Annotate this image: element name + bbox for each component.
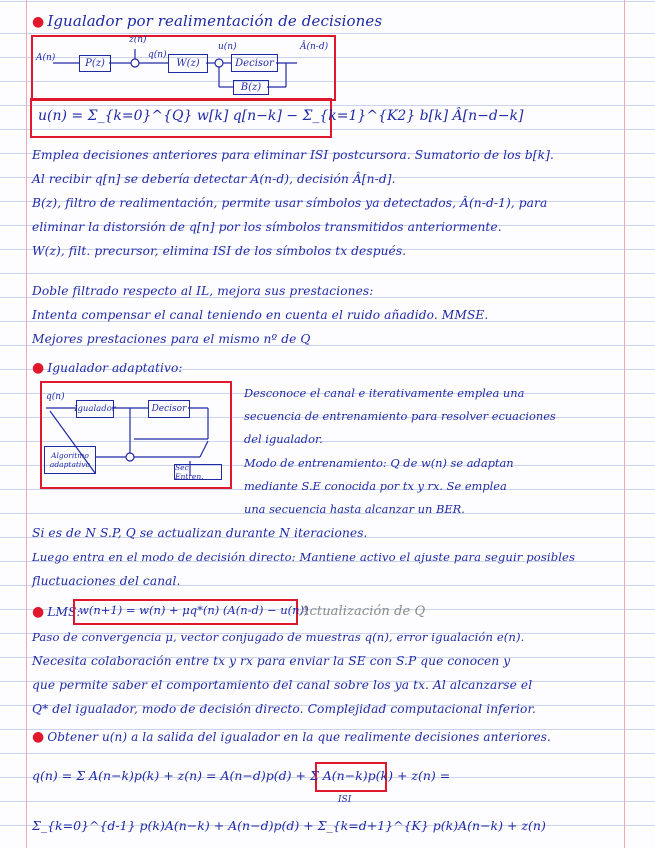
note-line-2: Al recibir q[n] se debería detectar A(n-d), decisión Â[n-d]. (32, 172, 396, 186)
section-heading-adaptive: ● Igualador adaptativo: (32, 360, 183, 376)
margin-line-left (26, 0, 27, 848)
adaptive-desc-2: secuencia de entrenamiento para resolver ecuaciones (244, 409, 556, 423)
dfe-output-label: Â(n-d) (300, 42, 329, 52)
note-line-4: eliminar la distorsión de q[n] por los símbolos transmitidos anteriormente. (32, 220, 502, 234)
dfe-noise-label: z(n) (129, 35, 147, 45)
bullet-icon: ● (32, 729, 45, 745)
dfe-qn-label: q(n) (148, 50, 167, 60)
note-line-6: Doble filtrado respecto al IL, mejora sus prestaciones: (32, 284, 374, 298)
adaptive-note-2: Luego entra en el modo de decisión directo: Mantiene activo el ajuste para seguir posibles (32, 550, 576, 564)
dfe-un-label: u(n) (218, 42, 237, 52)
note-line-8: Mejores prestaciones para el mismo nº de Q (32, 332, 311, 346)
lms-note-line-4: Q* del igualador, modo de decisión directo. Complejidad computacional inferior. (32, 702, 537, 716)
isi-label: ISI (338, 795, 352, 805)
block-algoritmo-adaptativo: Algoritmo adaptativo (44, 446, 96, 474)
adaptive-desc-4: Modo de entrenamiento: Q de w(n) se adaptan (244, 456, 514, 470)
adaptive-note-1: Si es de N S.P, Q se actualizan durante N iteraciones. (32, 526, 368, 540)
adaptive-desc-5: mediante S.E conocida por tx y rx. Se emplea (244, 479, 507, 493)
lms-label: ● LMS: (32, 604, 81, 620)
adaptive-desc-3: del igualador. (244, 432, 323, 446)
final-equation-2: Σ_{k=0}^{d-1} p(k)A(n−k) + A(n−d)p(d) + Σ_{k=d+1}^{K} p(k)A(n−k) + z(n) (32, 818, 546, 833)
lms-note-line-2: Necesita colaboración entre tx y rx para enviar la SE con S.P que conocen y (32, 654, 511, 668)
dfe-input-label: A(n) (36, 53, 56, 63)
block-adaptive-decisor: Decisor (148, 400, 190, 418)
adaptive-note-3: fluctuaciones del canal. (32, 574, 181, 588)
adaptive-input-label: q(n) (46, 392, 65, 402)
margin-line-right (624, 0, 625, 848)
block-decisor: Decisor (231, 54, 278, 72)
block-b-z: B(z) (233, 80, 269, 95)
lms-note-line-1: Paso de convergencia μ, vector conjugado de muestras q(n), error igualación e(n). (32, 630, 525, 644)
block-igualador: Igualador (76, 400, 114, 418)
note-line-3: B(z), filtro de realimentación, permite usar símbolos ya detectados, Â(n-d-1), para (32, 196, 548, 210)
bullet-icon: ● (32, 14, 45, 30)
note-line-7: Intenta compensar el canal teniendo en cuenta el ruido añadido. MMSE. (32, 308, 489, 322)
lms-formula: w(n+1) = w(n) + μq*(n) (A(n-d) − u(n)) (79, 603, 309, 617)
block-sec-entren: Sec. Entren. (174, 464, 222, 480)
block-w-z: W(z) (168, 54, 208, 73)
dfe-equation: u(n) = Σ_{k=0}^{Q} w[k] q[n−k] − Σ_{k=1}^{K2} b[k] Â[n−d−k] (38, 108, 524, 124)
final-equation-1: q(n) = Σ A(n−k)p(k) + z(n) = A(n−d)p(d) + Σ A(n−k)p(k) + z(n) = (32, 768, 451, 783)
lms-note: Actualización de Q (300, 604, 426, 619)
final-heading: ● Obtener u(n) a la salida del igualador en la que realimente decisiones anteriores. (32, 729, 551, 745)
lms-note-line-3: que permite saber el comportamiento del canal sobre los ya tx. Al alcanzarse el (32, 678, 533, 692)
bullet-icon: ● (32, 604, 45, 620)
section-heading-dfe: ● Igualador por realimentación de decisiones (32, 12, 383, 30)
bullet-icon: ● (32, 360, 45, 376)
adaptive-desc-1: Desconoce el canal e iterativamente emplea una (244, 386, 525, 400)
block-p-z: P(z) (79, 55, 111, 72)
note-line-5: W(z), filt. precursor, elimina ISI de los símbolos tx después. (32, 244, 407, 258)
note-line-1: Emplea decisiones anteriores para eliminar ISI postcursora. Sumatorio de los b[k]. (32, 148, 554, 162)
adaptive-desc-6: una secuencia hasta alcanzar un BER. (244, 502, 465, 516)
